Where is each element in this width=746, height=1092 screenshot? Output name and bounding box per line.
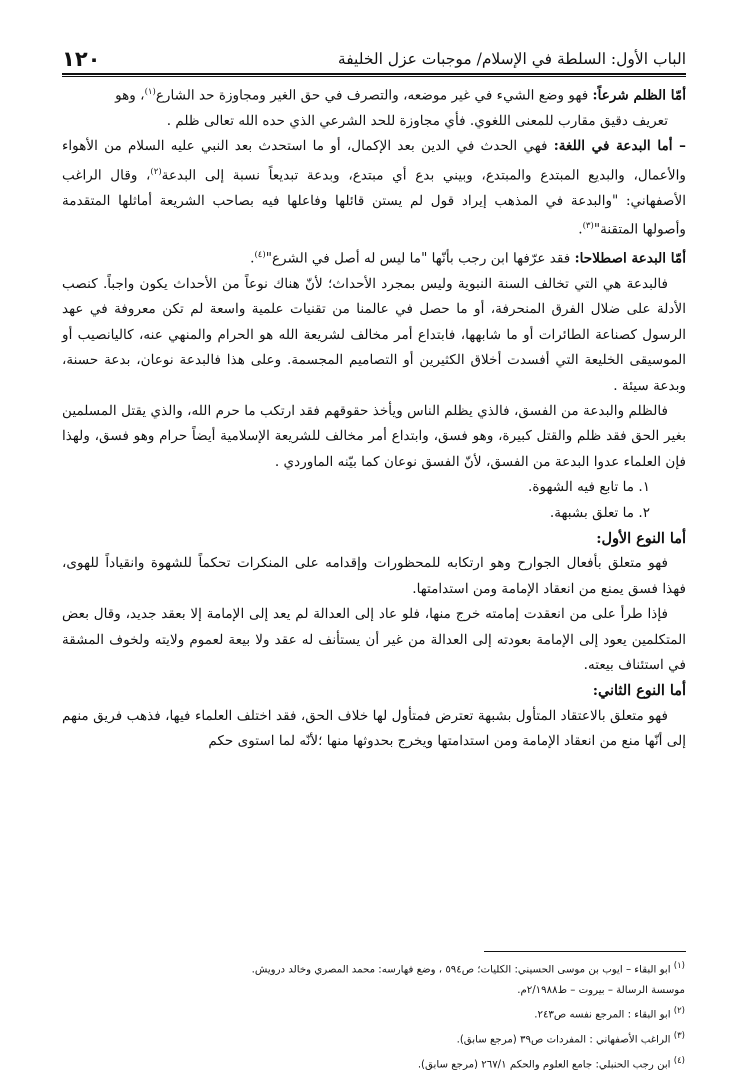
list-item: ١. ما تابع فيه الشهوة. — [528, 479, 650, 496]
footnote-text: موسسة الرسالة – بيروت – ط٢/١٩٨٨م. — [517, 984, 685, 996]
paragraph-bidaa-types: فالبدعة هي التي تخالف السنة النبوية وليس بمجرد الأحداث؛ لأنّ هناك نوعاً من الأحداث يكون واجباً. كنصب الأدلة على ضلال الفرق المنحرفة، أو ما حصل في عالمنا من تقنيات علمية واسعة لم تكن معروفة في عهد الرسول كصناعة الطائرات أو ما شابهها، فابتداع أمر مخالف لشريعة الله هو الحرام والمنهي عنه، كاليانصيب أو الموسيقى الخليعة التي أفسدت أخلاق الكثيرين أو التصاميم المجسمة. وعلى هذا فالبدعة نوعان، بدعة حسنة، وبدعة سيئة . — [62, 275, 686, 394]
footnote-separator — [484, 951, 686, 952]
footnote-ref[interactable]: (٤) — [254, 250, 266, 261]
text-run: البدعة — [161, 167, 197, 184]
footnote-ref[interactable]: (٢) — [150, 166, 162, 177]
footnote-mark: (٣) — [673, 1031, 685, 1042]
paragraph-second-type: فهو متعلق بالاعتقاد المتأول بشبهة تعترض فمتأول لها خلاف الحق، فقد اختلف العلماء فيها، فذهب فريق منهم إلى أنّها منع من انعقاد الإمامة ومن استدامتها ويخرج بحدوثها منها ؛لأنّه لما استوى حكم — [62, 707, 686, 750]
footnote — [280, 1001, 685, 1026]
footnote — [251, 956, 685, 981]
footnote-text: ابو البقاء – ايوب بن موسى الحسيني: الكليات؛ ص٥٩٤ ، وضع فهارسه: محمد المصري وخالد درويش. — [251, 964, 674, 976]
text-run: فهو وضع الشيء في غير موضعه، والتصرف في حق الغير ومجاوزة حد الشارع — [155, 87, 593, 104]
footnote — [280, 1051, 685, 1076]
page-number: ١٢٠ — [62, 47, 101, 71]
term-label: – أما البدعة في اللغة: — [553, 138, 686, 155]
header-rule — [62, 73, 686, 75]
footnote-ref[interactable]: (١) — [144, 87, 156, 97]
text-run: الأهواء والأعمال، والبديع المبتدع والمبتدع، وبيني بدع أي مبتدع، وبدعة تبديعاً نسبة إلى — [62, 138, 686, 184]
text-run: . — [578, 221, 583, 238]
footnote — [280, 1026, 685, 1051]
paragraph-zulm-definition — [62, 80, 686, 134]
footnote-mark: (١) — [673, 961, 685, 971]
main-text — [62, 80, 686, 755]
text-run: ، وهو — [115, 87, 145, 104]
footnote-mark: (٢) — [673, 1006, 685, 1017]
footnote-text: ابن رجب الحنبلي: جامع العلوم والحكم ٢٦٧/١ (مرجع سابق). — [417, 1059, 674, 1071]
paragraph-bidaa-term — [62, 243, 686, 272]
running-title: الباب الأول: السلطة في الإسلام/ موجبات عزل الخليفة — [337, 50, 686, 68]
paragraph-first-type-cont: فإذا طرأ على من انعقدت إمامته خرج منها، فلو عاد إلى العدالة لم يعد إلى الإمامة إلا بعقد جديد، وقال بعض المتكلمين يعود إلى الإمامة بعودته إلى العدالة من غير أن يستأنف له عقد ولا بيعة لعموم ولايته ولخوف المشقة في استئناف بيعته. — [62, 606, 686, 674]
term-label: أمّا الظلم شرعاً: — [592, 87, 686, 104]
section-heading-first-type: أما النوع الأول: — [596, 530, 686, 548]
text-run: ، وقال الراغب الأصفهاني: "والبدعة في المذهب إيراد قول لم يستن قائلها وفاعلها فيه — [62, 167, 686, 209]
paragraph-fisq: فالظلم والبدعة من الفسق، فالذي يظلم الناس ويأخذ حقوقهم فقد ارتكب ما حرم الله، والذي يقتل المسلمين بغير الحق فقد ظلم والقتل كبيرة، وهو فسق، وابتداع أمر مخالف للشريعة الإسلامية أيضاً حرام وهو فسق، ولهذا فإن العلماء عدوا البدعة من الفسق، لأنّ الفسق نوعان كما بيّنه الماوردي . — [62, 403, 686, 470]
text-run: فهي الحدث في الدين بعد الإكمال، أو ما استحدث بعد النبي عليه السلام من — [104, 138, 554, 155]
paragraph-bidaa-language — [62, 134, 686, 243]
text-run: تعريف دقيق مقارب للمعنى اللغوي. فأي مجاوزة للحد الشرعي الذي حده الله تعالى ظلم . — [166, 112, 668, 129]
paragraph-first-type: فهو متعلق بأفعال الجوارح وهو ارتكابه للمحظورات وإقدامه على المنكرات تحكماً للشهوة وانقياداً للهوى، فهذا فسق يمنع من انعقاد الإمامة ومن استدامتها. — [62, 555, 686, 597]
running-header — [62, 40, 686, 74]
section-heading-second-type: أما النوع الثاني: — [592, 682, 686, 700]
footnote — [280, 981, 685, 1002]
header-rule-thin — [62, 76, 686, 77]
footnote-mark: (٤) — [673, 1056, 685, 1067]
text-run: . — [250, 250, 255, 267]
fisq-types-list — [62, 475, 686, 526]
text-run: بصاحب الشريعة أماثلها المتقدمة وأصولها المتقنة" — [62, 192, 686, 238]
text-run: فقد عرّفها ابن رجب بأنّها "ما ليس له أصل في الشرع" — [265, 250, 575, 267]
footnote-ref[interactable]: (٣) — [582, 221, 594, 232]
footnote-text: ابو البقاء : المرجع نفسه ص٢٤٣. — [534, 1009, 674, 1021]
footnote-text: الراغب الأصفهاني : المفردات ص٣٩ (مرجع سابق). — [456, 1034, 674, 1046]
term-label: أمّا البدعة اصطلاحا: — [574, 250, 686, 267]
footnotes — [251, 956, 685, 1076]
list-item: ٢. ما تعلق بشبهة. — [549, 504, 650, 521]
